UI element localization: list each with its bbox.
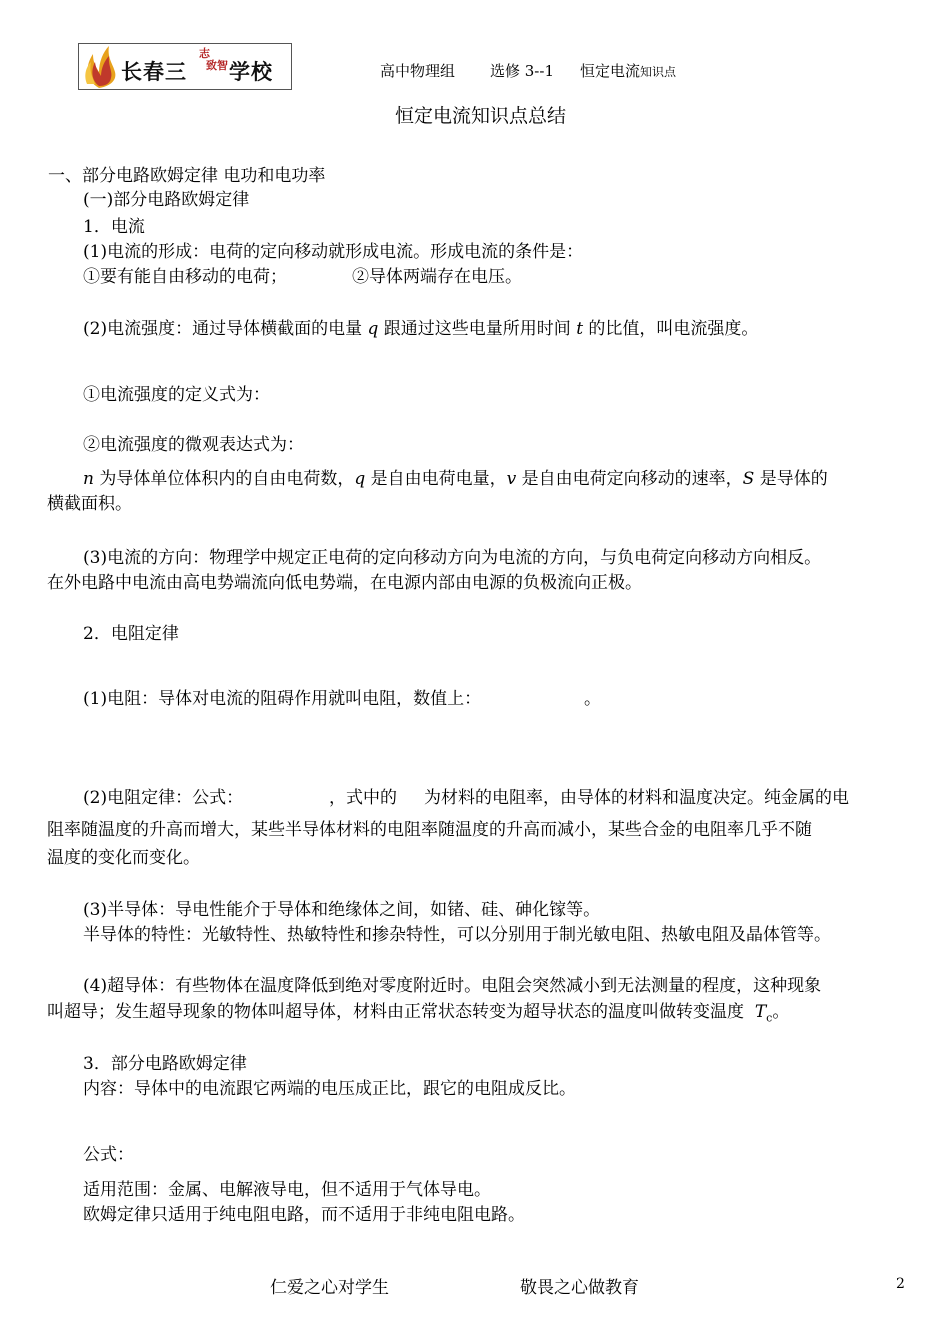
paragraph-current-intensity [83, 317, 758, 341]
ohms-law-limitation: 欧姆定律只适用于纯电阻电路，而不适用于非纯电阻电路。 [83, 1205, 525, 1225]
header-course: 选修 3--1 [490, 62, 554, 80]
text-segment: 是自由电荷电量， [365, 469, 507, 489]
footer-motto-right: 敬畏之心做教育 [520, 1278, 639, 1298]
page-title: 恒定电流知识点总结 [395, 105, 567, 127]
text-segment: 。 [772, 1002, 790, 1022]
paragraph-current-formation: (1)电流的形成：电荷的定向移动就形成电流。形成电流的条件是： [83, 242, 584, 262]
variable-explanation-cont: 横截面积。 [47, 494, 132, 514]
header-topic-small: 知识点 [640, 65, 677, 79]
header-topic-main: 恒定电流 [580, 62, 641, 80]
item-heading-resistance: 2．电阻定律 [83, 624, 179, 644]
logo-accent-2: 致智 [206, 59, 228, 72]
variable-explanation [83, 467, 828, 491]
paragraph-semiconductor: (3)半导体：导电性能介于导体和绝缘体之间，如锗、硅、砷化镓等。 [83, 900, 601, 920]
paragraph-superconductor-cont [47, 1000, 789, 1030]
item-heading-current: 1．电流 [83, 217, 145, 237]
logo-accent-1: 志 [199, 47, 210, 60]
subsection-heading: (一)部分电路欧姆定律 [83, 190, 250, 210]
item-heading-ohms-law: 3．部分电路欧姆定律 [83, 1054, 247, 1074]
definition-formula-label: ①电流强度的定义式为： [83, 385, 270, 405]
paragraph-resistance-law-mid: ，式中的 [329, 788, 397, 808]
paragraph-resistance-law-rest: 为材料的电阻率，由导体的材料和温度决定。纯金属的电 [424, 788, 849, 808]
var-v: v [506, 469, 517, 489]
subscript-c: c [766, 1011, 773, 1025]
paragraph-superconductor: (4)超导体：有些物体在温度降低到绝对零度附近时。电阻会突然减小到无法测量的程度，这种现象 [83, 976, 822, 996]
paragraph-current-direction-cont: 在外电路中电流由高电势端流向低电势端，在电源内部由电源的负极流向正极。 [47, 573, 642, 593]
header-group: 高中物理组 [380, 62, 456, 80]
var-T: T [754, 1002, 767, 1022]
school-logo [78, 43, 292, 90]
page-number: 2 [896, 1276, 905, 1292]
text-segment: 跟通过这些电量所用时间 [378, 319, 577, 339]
ohms-law-scope: 适用范围：金属、电解液导电，但不适用于气体导电。 [83, 1180, 491, 1200]
var-t: t [576, 319, 584, 339]
text-segment: 是自由电荷定向移动的速率， [516, 469, 743, 489]
section-heading: 一、部分电路欧姆定律 电功和电功率 [48, 166, 326, 186]
paragraph-semiconductor-properties: 半导体的特性：光敏特性、热敏特性和掺杂特性，可以分别用于制光敏电阻、热敏电阻及晶体管等。 [83, 925, 831, 945]
paragraph-current-direction: (3)电流的方向：物理学中规定正电荷的定向移动方向为电流的方向，与负电荷定向移动方向相反。 [83, 548, 822, 568]
flame-emblem-icon [79, 44, 123, 90]
paragraph-resistance-law: (2)电阻定律：公式： [83, 788, 244, 808]
var-q: q [354, 469, 366, 489]
ohms-law-content: 内容：导体中的电流跟它两端的电压成正比，跟它的电阻成反比。 [83, 1079, 576, 1099]
paragraph-resistance-end: 。 [584, 689, 601, 709]
header-topic [580, 60, 676, 81]
text-segment: 为导体单位体积内的自由电荷数， [93, 469, 355, 489]
logo-text-part2: 学校 [229, 60, 273, 84]
var-S: S [742, 469, 755, 489]
text-segment: 叫超导；发生超导现象的物体叫超导体，材料由正常状态转变为超导状态的温度叫做转变温度 [47, 1002, 744, 1022]
var-q: q [367, 319, 379, 339]
text-segment: 是导体的 [754, 469, 828, 489]
logo-text-part1: 长春三 [121, 60, 187, 84]
microscopic-formula-label: ②电流强度的微观表达式为： [83, 435, 304, 455]
ohms-law-formula-label: 公式： [83, 1145, 134, 1165]
footer-motto-left: 仁爱之心对学生 [270, 1278, 389, 1298]
var-n: n [83, 469, 94, 489]
condition-2: ②导体两端存在电压。 [352, 267, 522, 287]
text-segment: 的比值，叫电流强度。 [583, 319, 759, 339]
paragraph-resistance-law-cont2: 温度的变化而变化。 [47, 848, 200, 868]
condition-1: ①要有能自由移动的电荷； [83, 267, 287, 287]
paragraph-resistance-law-cont1: 阻率随温度的升高而增大，某些半导体材料的电阻率随温度的升高而减小，某些合金的电阻率几乎不随 [47, 820, 812, 840]
paragraph-resistance: (1)电阻：导体对电流的阻碍作用就叫电阻，数值上： [83, 689, 482, 709]
text-segment: (2)电流强度：通过导体横截面的电量 [83, 319, 368, 339]
